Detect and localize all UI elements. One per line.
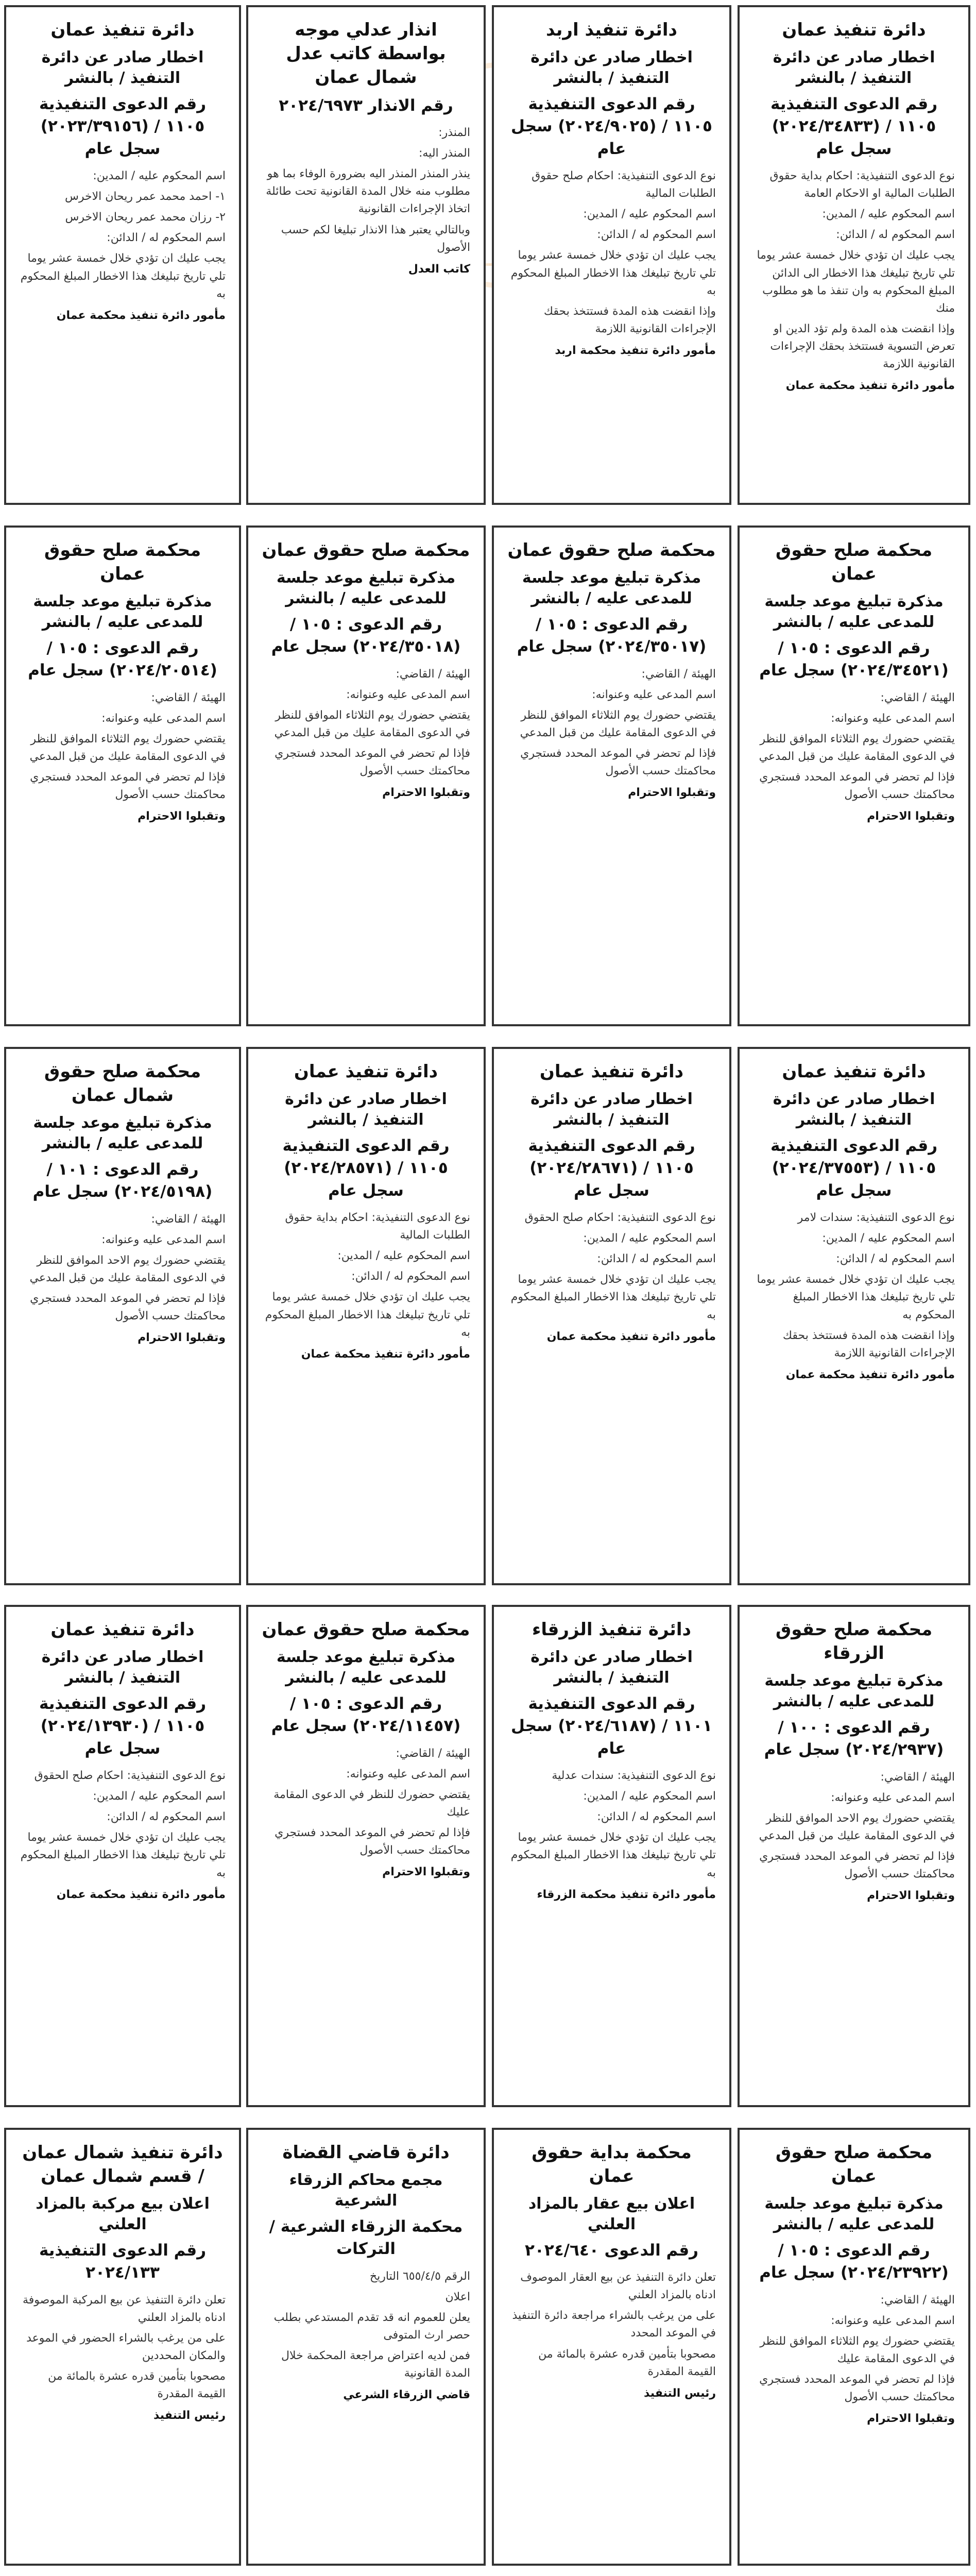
case-number: رقم الدعوى ٢٠٢٤/٦٤٠ — [524, 2241, 699, 2260]
notice-subtitle: اعلان بيع مركبة بالمزاد العلني — [36, 2194, 210, 2234]
notice-title: محكمة صلح حقوق عمان — [44, 540, 201, 584]
notice-paragraph: يقتضي حضورك يوم الثلاثاء الموافق للنظر في الدعوى المقامة عليك من قبل المدعي — [29, 732, 226, 763]
case-number: رقم الدعوى التنفيذية ١١٠٥ / (٢٠٢٣/٣٩١٥٦) سجل عام — [39, 94, 207, 158]
case-number: رقم الدعوى : ١٠٥ / (٢٠٢٤/٣٥٠١٧) سجل عام — [517, 615, 707, 656]
case-number: رقم الدعوى : ١٠١ / (٢٠٢٤/٥١٩٨) سجل عام — [32, 1160, 213, 1201]
case-number: رقم الدعوى : ١٠٠ / (٢٠٢٤/٢٩٣٧) سجل عام — [764, 1718, 944, 1759]
notice-paragraph: يقتضي حضورك يوم الاحد الموافق للنظر في الدعوى المقامة عليك من قبل المدعي — [759, 1811, 955, 1842]
notice-paragraph: اسم المحكوم عليه / المدين: — [93, 170, 226, 183]
notice-body — [20, 2292, 226, 2403]
notice-signature: مأمور دائرة تنفيذ محكمة عمان — [56, 309, 226, 322]
case-number: رقم الدعوى التنفيذية ١١٠٥ / (٢٠٢٤/٢٨٥٧١) سجل عام — [282, 1136, 450, 1200]
notice-signature: مأمور دائرة تنفيذ محكمة عمان — [785, 379, 955, 393]
notice-subtitle: مذكرة تبليغ موعد جلسة للمدعى عليه / بالنشر — [764, 1671, 944, 1711]
notice-body — [753, 2292, 955, 2406]
notice-paragraph: فإذا لم تحضر في الموعد المحدد فستجري محاكمتك حسب الأصول — [30, 770, 226, 802]
notice-paragraph: اسم المدعى عليه وعنوانه: — [101, 1233, 226, 1246]
notice-paragraph: يجب عليك ان تؤدي خلال خمسة عشر يوما تلي تاريخ تبليغك هذا الاخطار المبلغ المحكوم به — [757, 1273, 955, 1321]
notice-paragraph: اسم المحكوم له / الدائن: — [107, 231, 226, 245]
case-number: رقم الدعوى التنفيذية ١١٠٥ / (٢٠٢٤/٢٨٦٧١) سجل عام — [528, 1136, 695, 1200]
legal-notice — [738, 1047, 970, 1585]
notice-body — [507, 1209, 716, 1324]
case-number: رقم الدعوى التنفيذية ٢٠٢٤/١٣٣ — [39, 2241, 207, 2282]
notice-paragraph: يجب عليك ان تؤدي خلال خمسة عشر يوما تلي تاريخ تبليغك هذا الاخطار الى الدائن المبلغ المحكوم به وان تنفذ ما هو مطلوب منك — [757, 249, 955, 315]
notice-title: محكمة صلح حقوق عمان — [775, 2142, 933, 2187]
notice-title: دائرة تنفيذ اربد — [545, 20, 678, 40]
legal-notice — [4, 526, 241, 1026]
notice-paragraph: نوع الدعوى التنفيذية: احكام بداية حقوق الطلبات المالية — [285, 1211, 470, 1242]
notice-signature: مأمور دائرة تنفيذ محكمة الزرقاء — [537, 1888, 716, 1901]
notice-subtitle: اخطار صادر عن دائرة التنفيذ / بالنشر — [285, 1090, 447, 1129]
notice-body — [507, 1767, 716, 1882]
notice-signature: رئيس التنفيذ — [644, 2386, 716, 2400]
notice-signature: قاضي الزرقاء الشرعي — [343, 2388, 470, 2402]
notice-paragraph: مصحوبا بتأمين قدره عشرة بالمائة من القيمة المقدرة — [48, 2369, 226, 2401]
notice-body — [507, 167, 716, 338]
notice-paragraph: اسم المحكوم له / الدائن: — [597, 1252, 716, 1266]
notice-signature: وتقبلوا الاحترام — [867, 2412, 955, 2426]
case-number: رقم الدعوى : ١٠٥ / (٢٠٢٤/٣٥٠١٨) سجل عام — [271, 615, 461, 656]
legal-notice — [4, 1047, 241, 1585]
notice-subtitle: مذكرة تبليغ موعد جلسة للمدعى عليه / بالنشر — [764, 592, 944, 632]
notice-body — [507, 2269, 716, 2381]
legal-notice — [738, 2128, 970, 2566]
notice-title: دائرة تنفيذ الزرقاء — [532, 1619, 691, 1640]
notice-paragraph: اسم المحكوم عليه / المدين: — [822, 208, 955, 221]
notice-title: محكمة صلح حقوق عمان — [262, 540, 470, 561]
notice-signature: مأمور دائرة تنفيذ محكمة عمان — [546, 1330, 716, 1343]
notice-subtitle: مذكرة تبليغ موعد جلسة للمدعى عليه / بالنشر — [33, 592, 212, 632]
notice-paragraph: الهيئة / القاضي: — [151, 1212, 226, 1226]
notice-body — [507, 666, 716, 781]
notice-title: محكمة صلح حقوق الزرقاء — [775, 1619, 933, 1664]
legal-notice — [4, 5, 241, 505]
notice-subtitle: اخطار صادر عن دائرة التنفيذ / بالنشر — [41, 1648, 204, 1687]
notice-signature: وتقبلوا الاحترام — [867, 1889, 955, 1903]
legal-notice — [492, 2128, 731, 2566]
notice-signature: وتقبلوا الاحترام — [867, 810, 955, 823]
legal-notice — [246, 5, 486, 505]
notice-paragraph: الهيئة / القاضي: — [880, 1770, 955, 1784]
notice-paragraph: يقتضي حضورك يوم الثلاثاء الموافق للنظر في الدعوى المقامة عليك — [760, 2334, 955, 2365]
notice-subtitle: اخطار صادر عن دائرة التنفيذ / بالنشر — [773, 48, 935, 88]
notice-signature: وتقبلوا الاحترام — [138, 810, 226, 823]
notice-body — [262, 2268, 470, 2383]
notice-paragraph: ١- احمد محمد عمر ريحان الاخرس — [64, 190, 226, 204]
notice-title: محكمة بداية حقوق عمان — [532, 2142, 692, 2187]
notice-signature: وتقبلوا الاحترام — [382, 786, 470, 800]
notice-subtitle: اعلان بيع عقار بالمزاد العلني — [528, 2194, 695, 2234]
notice-paragraph: اسم المحكوم عليه / المدين: — [822, 1232, 955, 1245]
notice-paragraph: على من يرغب بالشراء مراجعة دائرة التنفيذ في الموعد المحدد — [512, 2309, 716, 2340]
notice-signature: وتقبلوا الاحترام — [382, 1866, 470, 1879]
notice-paragraph: اسم المحكوم عليه / المدين: — [583, 1232, 716, 1245]
notice-subtitle: مذكرة تبليغ موعد جلسة للمدعى عليه / بالنشر — [33, 1113, 212, 1153]
notice-paragraph: اسم المحكوم عليه / المدين: — [583, 1790, 716, 1803]
legal-notice — [738, 526, 970, 1026]
case-number: رقم الانذار ٢٠٢٤/٦٩٧٣ — [279, 96, 453, 115]
notice-paragraph: فإذا لم تحضر في الموعد المحدد فستجري محاكمتك حسب الأصول — [275, 747, 470, 778]
notice-paragraph: يجب عليك ان تؤدي خلال خمسة عشر يوما تلي تاريخ تبليغك هذا الاخطار المبلغ المحكوم به — [265, 1291, 470, 1339]
notice-paragraph: فإذا لم تحضر في الموعد المحدد فستجري محاكمتك حسب الأصول — [520, 747, 716, 778]
notice-paragraph: نوع الدعوى التنفيذية: سندات لامر — [797, 1211, 955, 1225]
case-number: رقم الدعوى : ١٠٥ / (٢٠٢٤/٢٣٩٢٢) سجل عام — [759, 2241, 949, 2282]
notice-paragraph: وإذا انقضت هذه المدة فستتخذ بحقك الإجراءات القانونية اللازمة — [782, 1329, 955, 1360]
legal-notice — [246, 526, 486, 1026]
notice-title: انذار عدلي موجه بواسطة كاتب عدل شمال عمان — [286, 20, 446, 88]
case-number: محكمة الزرقاء الشرعية / التركات — [269, 2217, 463, 2259]
notice-signature: مأمور دائرة تنفيذ محكمة عمان — [56, 1888, 226, 1901]
notice-body — [753, 167, 955, 373]
notice-paragraph: الرقم ٦٥٥/٤/٥ التاريخ — [369, 2269, 470, 2283]
notice-signature: وتقبلوا الاحترام — [628, 786, 716, 800]
notice-signature: مأمور دائرة تنفيذ محكمة عمان — [301, 1347, 470, 1361]
notice-body — [753, 689, 955, 804]
notice-paragraph: اسم المدعى عليه وعنوانه: — [346, 688, 470, 701]
legal-notice — [4, 1605, 241, 2107]
notice-paragraph: اسم المدعى عليه وعنوانه: — [101, 711, 226, 725]
notice-paragraph: يجب عليك ان تؤدي خلال خمسة عشر يوما تلي تاريخ تبليغك هذا الاخطار المبلغ المحكوم به — [510, 1273, 716, 1321]
notice-paragraph: اسم المحكوم عليه / المدين: — [583, 208, 716, 221]
legal-notice — [492, 1047, 731, 1585]
notice-signature: وتقبلوا الاحترام — [138, 1331, 226, 1345]
notice-subtitle: مذكرة تبليغ موعد جلسة للمدعى عليه / بالنشر — [276, 568, 456, 608]
notice-paragraph: اسم المدعى عليه وعنوانه: — [346, 1767, 470, 1781]
case-number: رقم الدعوى التنفيذية ١١٠٥ / (٢٠٢٤/٩٠٢٥) سجل عام — [511, 94, 712, 158]
notice-paragraph: اسم المحكوم له / الدائن: — [836, 228, 955, 242]
legal-notice — [738, 1605, 970, 2107]
notice-paragraph: يقتضي حضورك للنظر في الدعوى المقامة عليك — [273, 1788, 470, 1819]
legal-notice — [4, 2128, 241, 2566]
notice-signature: مأمور دائرة تنفيذ محكمة عمان — [785, 1368, 955, 1381]
notice-paragraph: نوع الدعوى التنفيذية: سندات عدلية — [552, 1769, 716, 1783]
case-number: رقم الدعوى : ١٠٥ / (٢٠٢٤/٢٠٥١٤) سجل عام — [28, 638, 217, 680]
notice-title: دائرة تنفيذ عمان — [50, 20, 195, 40]
notice-body — [262, 124, 470, 257]
notice-title: دائرة تنفيذ عمان — [294, 1061, 438, 1082]
notice-subtitle: اخطار صادر عن دائرة التنفيذ / بالنشر — [41, 48, 204, 88]
notice-paragraph: يجب عليك ان تؤدي خلال خمسة عشر يوما تلي تاريخ تبليغك هذا الاخطار المبلغ المحكوم به — [20, 1831, 226, 1879]
notice-title: دائرة قاضي القضاة — [282, 2142, 450, 2163]
legal-notice — [246, 1605, 486, 2107]
notice-subtitle: اخطار صادر عن دائرة التنفيذ / بالنشر — [530, 48, 693, 88]
case-number: رقم الدعوى التنفيذية ١١٠١ / (٢٠٢٤/٦١٨٧) سجل عام — [511, 1694, 712, 1758]
notice-paragraph: يقتضي حضورك يوم الثلاثاء الموافق للنظر في الدعوى المقامة عليك من قبل المدعي — [520, 708, 716, 739]
notice-body — [753, 1769, 955, 1884]
notice-paragraph: نوع الدعوى التنفيذية: احكام صلح حقوق الطلبات المالية — [532, 170, 716, 200]
notice-title: دائرة تنفيذ عمان — [539, 1061, 684, 1082]
legal-notice — [492, 526, 731, 1026]
notice-body — [20, 1211, 226, 1326]
notice-paragraph: نوع الدعوى التنفيذية: احكام صلح الحقوق — [524, 1211, 716, 1225]
notice-paragraph: فإذا لم تحضر في الموعد المحدد فستجري محاكمتك حسب الأصول — [759, 2372, 955, 2404]
notice-title: دائرة تنفيذ عمان — [782, 20, 926, 40]
notice-paragraph: يجب عليك ان تؤدي خلال خمسة عشر يوما تلي تاريخ تبليغك هذا الاخطار المبلغ المحكوم به — [510, 249, 716, 297]
case-number: رقم الدعوى التنفيذية ١١٠٥ / (٢٠٢٤/٣٧٥٥٣) سجل عام — [770, 1136, 938, 1200]
notice-signature: مأمور دائرة تنفيذ محكمة اربد — [555, 344, 716, 357]
notice-paragraph: اسم المحكوم له / الدائن: — [107, 1810, 226, 1824]
notice-title: محكمة صلح حقوق شمال عمان — [44, 1061, 201, 1106]
notice-body — [20, 1767, 226, 1882]
notice-paragraph: اسم المدعى عليه وعنوانه: — [831, 711, 955, 725]
notice-paragraph: اسم المحكوم له / الدائن: — [836, 1252, 955, 1266]
notice-paragraph: وبالتالي يعتبر هذا الانذار تبليغا لكم حسب الأصول — [281, 223, 470, 254]
case-number: رقم الدعوى : ١٠٥ / (٢٠٢٤/٣٤٥٢١) سجل عام — [759, 638, 949, 680]
notice-paragraph: يقتضي حضورك يوم الثلاثاء الموافق للنظر في الدعوى المقامة عليك من قبل المدعي — [759, 732, 955, 763]
notice-title: دائرة تنفيذ عمان — [50, 1619, 195, 1640]
notice-body — [262, 1209, 470, 1342]
notice-subtitle: مجمع محاكم الزرقاء الشرعية — [289, 2171, 443, 2210]
notice-paragraph: الهيئة / القاضي: — [880, 2293, 955, 2307]
notice-paragraph: وإذا انقضت هذه المدة فستتخذ بحقك الإجراءات القانونية اللازمة — [543, 304, 716, 335]
notice-subtitle: مذكرة تبليغ موعد جلسة للمدعى عليه / بالنشر — [764, 2194, 944, 2234]
notice-body — [20, 167, 226, 303]
notice-paragraph: يقتضي حضورك يوم الثلاثاء الموافق للنظر في الدعوى المقامة عليك من قبل المدعي — [274, 708, 470, 739]
notice-paragraph: ٢- رزان محمد عمر ريحان الاخرس — [65, 211, 226, 224]
notice-title: دائرة تنفيذ عمان — [782, 1061, 926, 1082]
notice-paragraph: يقتضي حضورك يوم الاحد الموافق للنظر في الدعوى المقامة عليك من قبل المدعي — [29, 1253, 226, 1284]
notice-signature: كاتب العدل — [408, 262, 470, 276]
notice-paragraph: يجب عليك ان تؤدي خلال خمسة عشر يوما تلي تاريخ تبليغك هذا الاخطار المبلغ المحكوم به — [20, 252, 226, 300]
legal-notice — [246, 2128, 486, 2566]
notice-title: دائرة تنفيذ شمال عمان / قسم شمال عمان — [22, 2142, 223, 2187]
notice-paragraph: اعلان — [445, 2290, 470, 2303]
case-number: رقم الدعوى التنفيذية ١١٠٥ / (٢٠٢٤/٣٤٨٣٣) سجل عام — [770, 94, 938, 158]
notice-title: محكمة صلح حقوق عمان — [507, 540, 716, 561]
legal-notice — [246, 1047, 486, 1585]
notice-paragraph: يعلن للعموم انه قد تقدم المستدعي بطلب حصر ارث المتوفى — [273, 2311, 470, 2342]
notice-paragraph: اسم المدعى عليه وعنوانه: — [592, 688, 716, 701]
notice-paragraph: فإذا لم تحضر في الموعد المحدد فستجري محاكمتك حسب الأصول — [30, 1292, 226, 1323]
notice-paragraph: اسم المحكوم له / الدائن: — [597, 1810, 716, 1824]
notice-paragraph: فإذا لم تحضر في الموعد المحدد فستجري محاكمتك حسب الأصول — [275, 1826, 470, 1857]
notice-body — [753, 1209, 955, 1362]
legal-notice — [492, 1605, 731, 2107]
notice-paragraph: مصحوبا بتأمين قدره عشرة بالمائة من القيمة المقدرة — [538, 2347, 716, 2378]
notice-paragraph: وإذا انقضت هذه المدة ولم تؤد الدين او تعرض التسوية فستتخذ بحقك الإجراءات القانونية اللازمة — [770, 322, 955, 370]
notice-body — [20, 689, 226, 804]
notice-subtitle: اخطار صادر عن دائرة التنفيذ / بالنشر — [773, 1090, 935, 1129]
notice-paragraph: المنذر اليه: — [419, 147, 470, 160]
notice-paragraph: اسم المحكوم له / الدائن: — [351, 1270, 470, 1283]
notice-paragraph: ينذر المنذر المنذر اليه بضرورة الوفاء بما هو مطلوب منه خلال المدة القانونية تحت طائلة اتخاذ الإجراءات القانونية — [266, 167, 470, 216]
notice-subtitle: مذكرة تبليغ موعد جلسة للمدعى عليه / بالنشر — [522, 568, 701, 608]
notice-paragraph: اسم المحكوم عليه / المدين: — [93, 1790, 226, 1803]
notice-paragraph: اسم المدعى عليه وعنوانه: — [831, 1791, 955, 1804]
notice-paragraph: الهيئة / القاضي: — [880, 691, 955, 704]
notice-paragraph: المنذر: — [438, 126, 470, 140]
notice-subtitle: اخطار صادر عن دائرة التنفيذ / بالنشر — [530, 1090, 693, 1129]
notice-paragraph: تعلن دائرة التنفيذ عن بيع المركبة الموصوفة ادناه بالمزاد العلني — [22, 2293, 226, 2324]
notice-paragraph: على من يرغب بالشراء الحضور في الموعد والمكان المحددين — [26, 2331, 226, 2362]
notice-title: محكمة صلح حقوق عمان — [775, 540, 933, 584]
notice-subtitle: مذكرة تبليغ موعد جلسة للمدعى عليه / بالنشر — [276, 1648, 456, 1687]
notice-paragraph: الهيئة / القاضي: — [151, 691, 226, 704]
case-number: رقم الدعوى : ١٠٥ / (٢٠٢٤/١١٤٥٧) سجل عام — [271, 1694, 461, 1736]
notice-paragraph: اسم المدعى عليه وعنوانه: — [831, 2314, 955, 2327]
notice-paragraph: الهيئة / القاضي: — [396, 1747, 470, 1760]
notice-paragraph: تعلن دائرة التنفيذ عن بيع العقار الموصوف ادناه بالمزاد العلني — [520, 2271, 716, 2302]
notice-paragraph: اسم المحكوم له / الدائن: — [597, 228, 716, 242]
notice-paragraph: نوع الدعوى التنفيذية: احكام بداية حقوق الطلبات المالية او الاحكام العامة — [769, 170, 955, 200]
notice-paragraph: الهيئة / القاضي: — [641, 667, 716, 681]
notice-paragraph: نوع الدعوى التنفيذية: احكام صلح الحقوق — [34, 1769, 226, 1783]
notice-paragraph: الهيئة / القاضي: — [396, 667, 470, 681]
notice-body — [262, 666, 470, 781]
notice-paragraph: يجب عليك ان تؤدي خلال خمسة عشر يوما تلي تاريخ تبليغك هذا الاخطار المبلغ المحكوم به — [510, 1831, 716, 1879]
legal-notice — [738, 5, 970, 505]
notice-signature: رئيس التنفيذ — [153, 2409, 226, 2422]
notice-subtitle: اخطار صادر عن دائرة التنفيذ / بالنشر — [530, 1648, 693, 1687]
notice-title: محكمة صلح حقوق عمان — [262, 1619, 470, 1640]
notice-body — [262, 1745, 470, 1860]
legal-notice — [492, 5, 731, 505]
notice-paragraph: فإذا لم تحضر في الموعد المحدد فستجري محاكمتك حسب الأصول — [759, 770, 955, 802]
notice-paragraph: فمن لديه اعتراض مراجعة المحكمة خلال المدة القانونية — [281, 2349, 470, 2380]
case-number: رقم الدعوى التنفيذية ١١٠٥ / (٢٠٢٤/١٣٩٣٠) سجل عام — [39, 1694, 207, 1758]
notice-paragraph: فإذا لم تحضر في الموعد المحدد فستجري محاكمتك حسب الأصول — [759, 1850, 955, 1881]
notice-paragraph: اسم المحكوم عليه / المدين: — [337, 1249, 470, 1263]
